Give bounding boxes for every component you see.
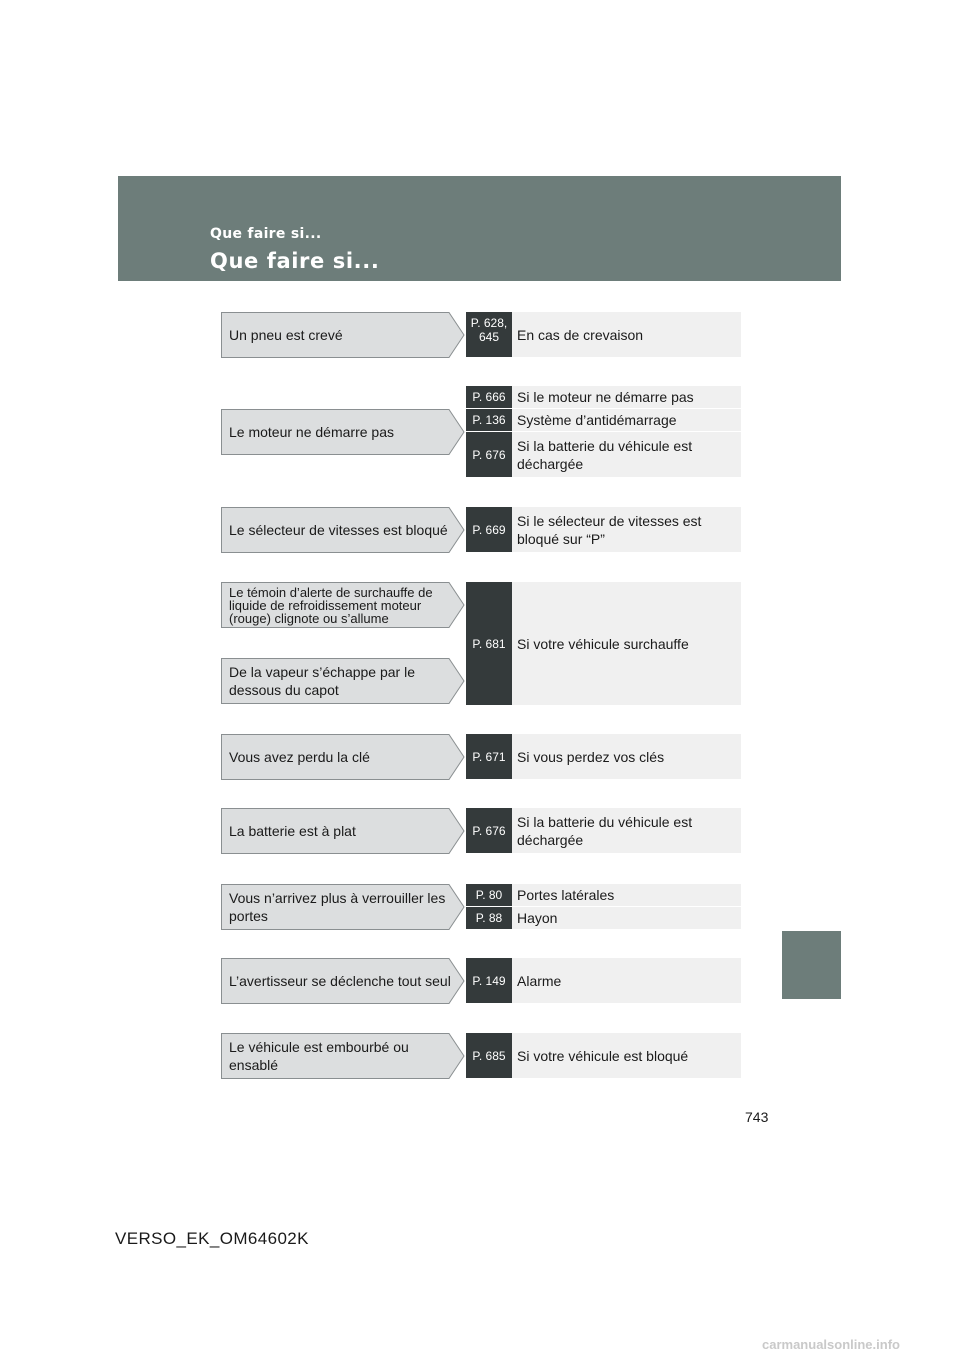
reference-row (466, 409, 741, 431)
reference-text: Si le moteur ne démarre pas (517, 389, 694, 405)
condition-box (221, 409, 465, 455)
reference-row (466, 884, 741, 906)
chapter-side-tab (782, 931, 841, 999)
page-reference[interactable]: P. 681 (466, 582, 512, 705)
reference-text: Hayon (517, 910, 558, 926)
condition-text: Vous n’arrivez plus à verrouiller les portes (229, 890, 446, 924)
condition-text: De la vapeur s’échappe par le dessous du capot (229, 664, 416, 698)
reference-text: Si vous perdez vos clés (517, 748, 665, 765)
page-reference[interactable]: P. 80 (466, 884, 512, 906)
condition-box (221, 808, 465, 854)
page-reference[interactable]: P. 685 (466, 1033, 512, 1078)
footer-code: VERSO_EK_OM64602K (115, 1229, 309, 1248)
reference-text: Système d’antidémarrage (517, 412, 677, 428)
condition-box (221, 582, 465, 628)
section-header (118, 176, 841, 281)
reference-text: Alarme (517, 972, 562, 989)
reference-text: Portes latérales (517, 887, 615, 903)
reference-row (466, 312, 741, 357)
reference-text: En cas de crevaison (517, 326, 644, 343)
reference-row (466, 386, 741, 408)
reference-row (466, 507, 741, 552)
condition-box (221, 958, 465, 1004)
condition-text: Le moteur ne démarre pas (229, 424, 394, 440)
reference-text: Si votre véhicule surchauffe (517, 635, 689, 652)
condition-text: L’avertisseur se déclenche tout seul (229, 973, 451, 989)
page-reference[interactable]: P. 628, 645 (466, 312, 512, 357)
reference-text: Si votre véhicule est bloqué (517, 1047, 689, 1064)
reference-row (466, 734, 741, 779)
condition-text: Vous avez perdu la clé (229, 749, 370, 765)
reference-row (466, 907, 741, 929)
reference-row (466, 582, 741, 705)
condition-text: La batterie est à plat (229, 823, 356, 839)
condition-text: Le véhicule est embourbé ou ensablé (229, 1039, 409, 1073)
reference-text: Si la batterie du véhicule est déchargée (517, 813, 693, 848)
page-reference[interactable]: P. 676 (466, 432, 512, 477)
condition-box (221, 734, 465, 780)
reference-text: Si le sélecteur de vitesses est bloqué sur “P” (517, 512, 702, 547)
section-subtitle: Que faire si... (210, 226, 322, 242)
condition-box (221, 658, 465, 704)
page-reference[interactable]: P. 669 (466, 507, 512, 552)
condition-box (221, 312, 465, 358)
page-reference[interactable]: P. 149 (466, 958, 512, 1003)
page-reference[interactable]: P. 671 (466, 734, 512, 779)
condition-text: Un pneu est crevé (229, 327, 343, 343)
page-reference[interactable]: P. 88 (466, 907, 512, 929)
watermark: carmanualsonline.info (762, 1337, 900, 1352)
reference-row (466, 432, 741, 477)
page-reference[interactable]: P. 136 (466, 409, 512, 431)
reference-row (466, 958, 741, 1003)
page-reference[interactable]: P. 666 (466, 386, 512, 408)
reference-row (466, 808, 741, 853)
section-title: Que faire si... (210, 249, 380, 273)
page-number: 743 (745, 1109, 769, 1125)
condition-text: Le sélecteur de vitesses est bloqué (229, 522, 448, 538)
page-reference[interactable]: P. 676 (466, 808, 512, 853)
reference-text: Si la batterie du véhicule est déchargée (517, 437, 693, 472)
condition-text: Le témoin d’alerte de surchauffe de liquide de refroidissement moteur (rouge) clignote ou s’allume (229, 584, 433, 626)
reference-row (466, 1033, 741, 1078)
condition-box (221, 1033, 465, 1079)
condition-box (221, 884, 465, 930)
condition-box (221, 507, 465, 553)
